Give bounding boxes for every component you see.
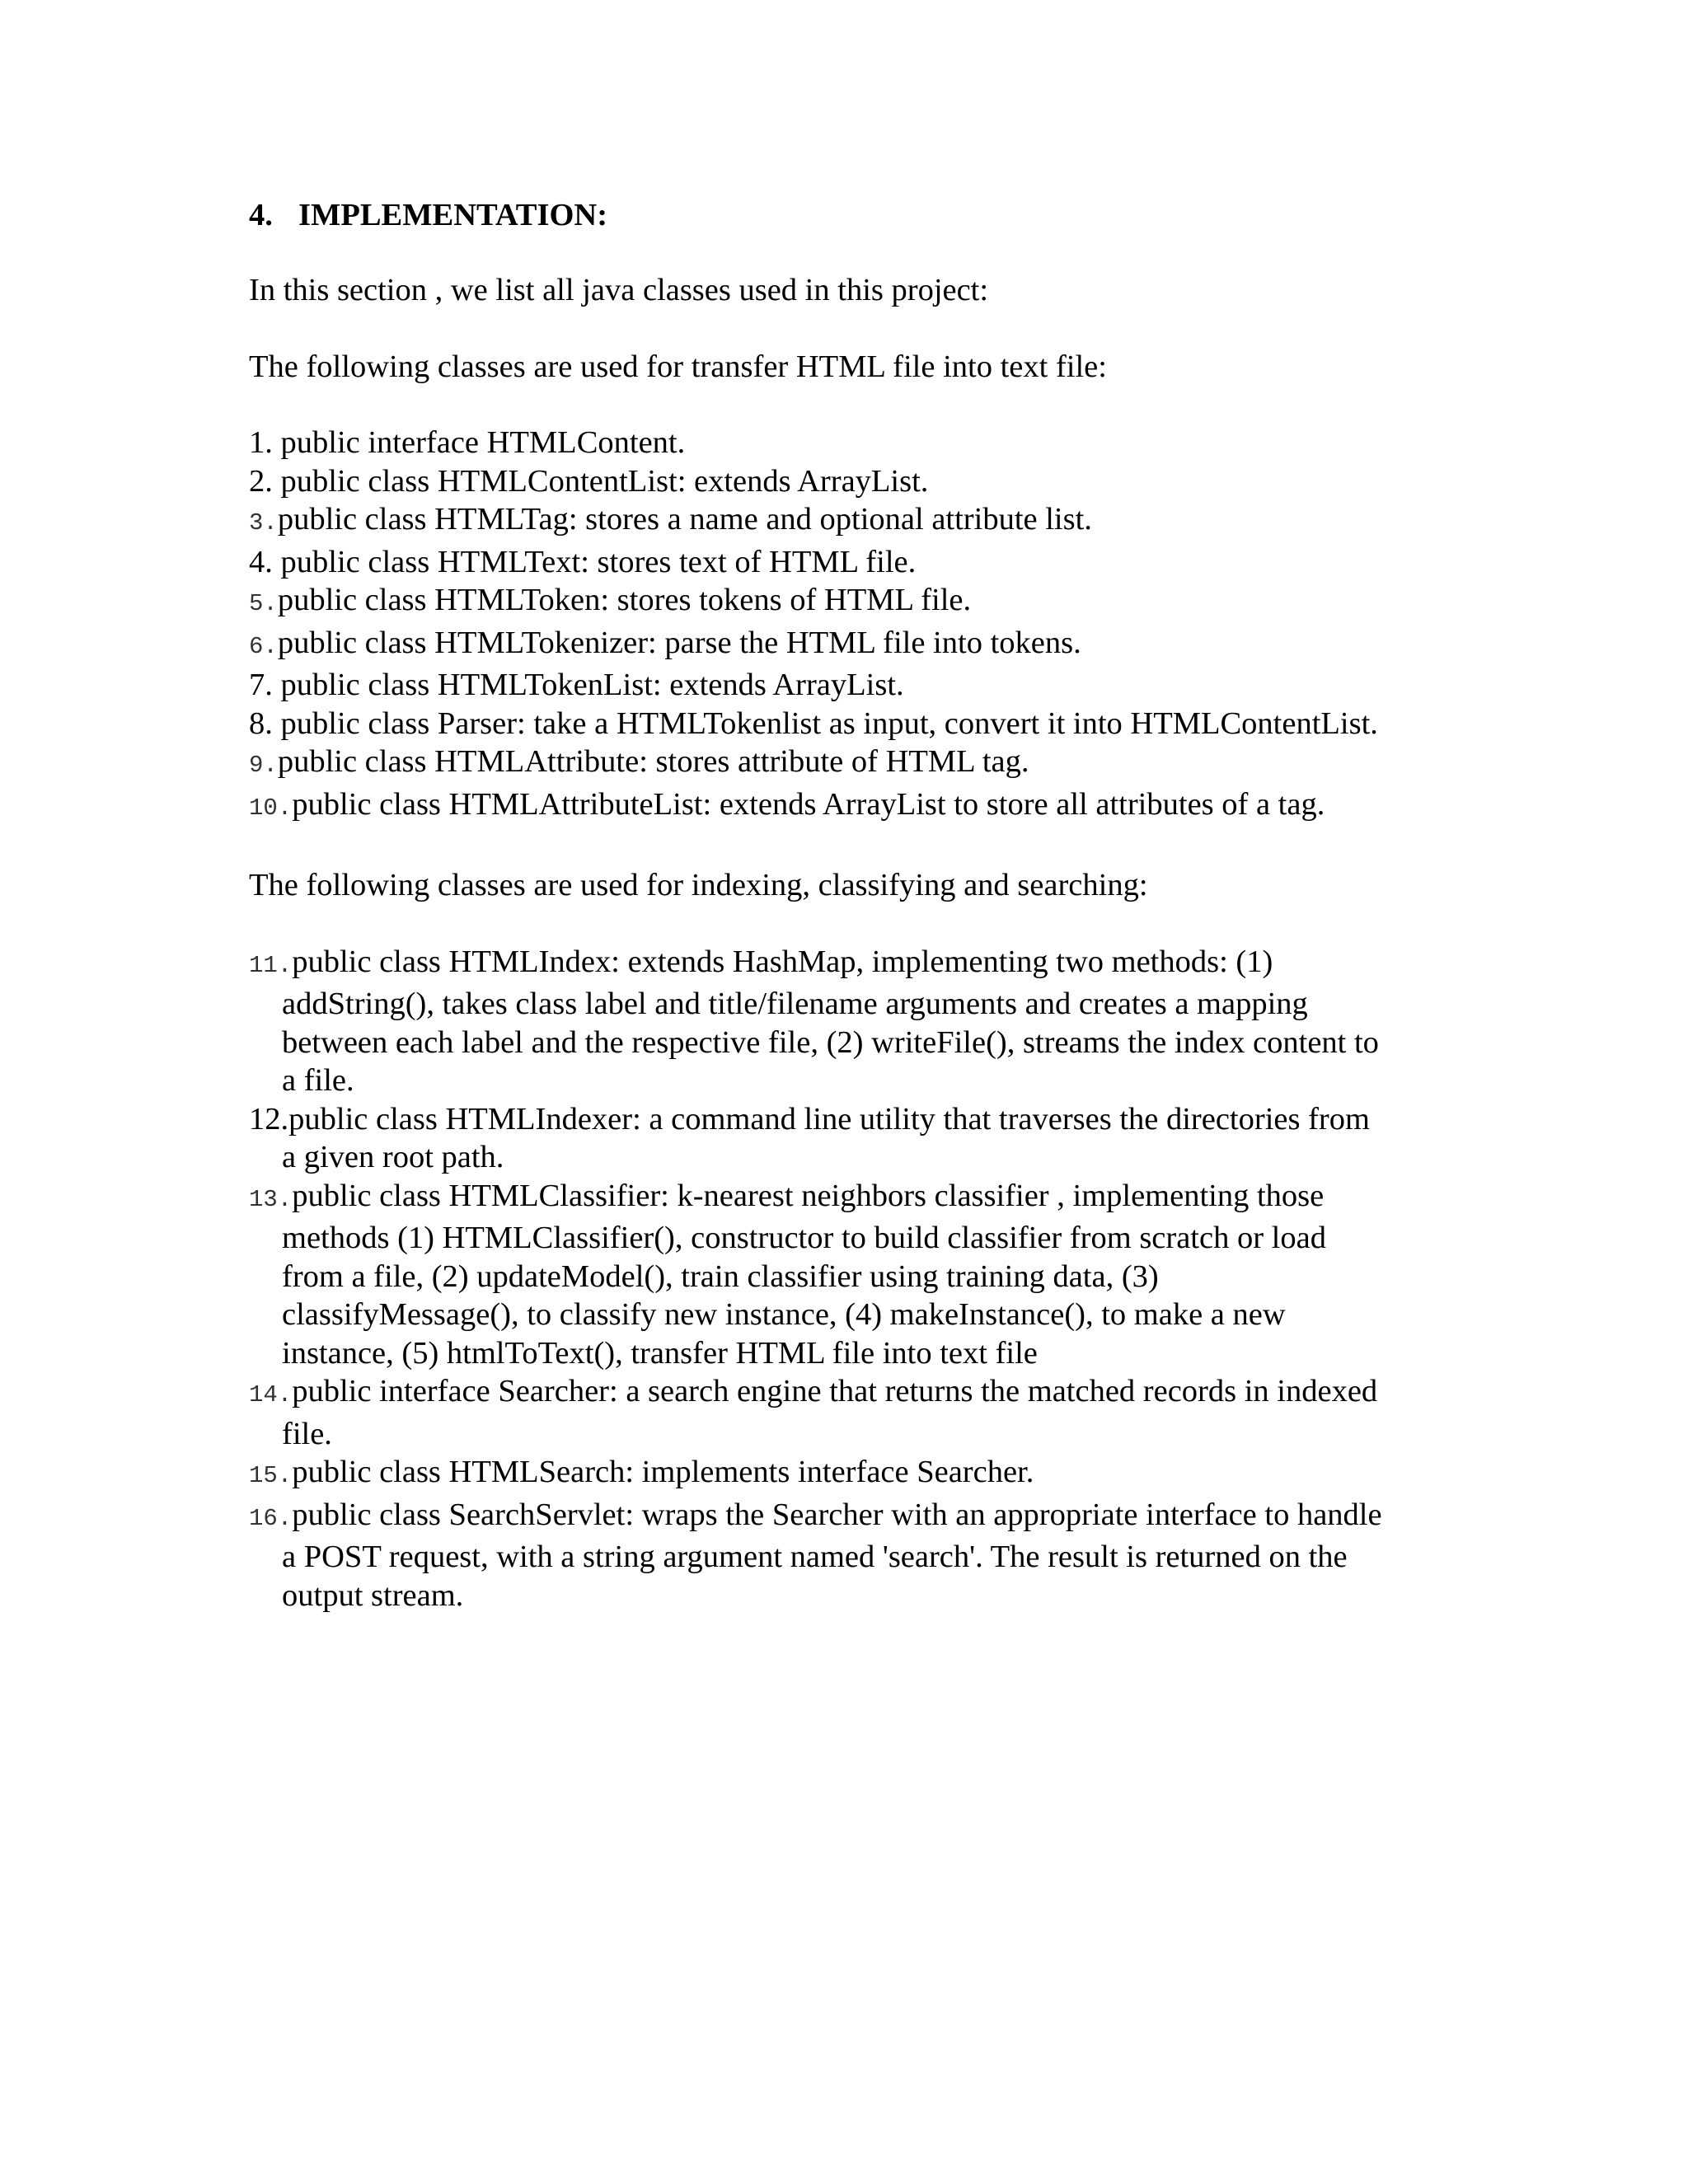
list-item xyxy=(249,1453,1461,1496)
list-item xyxy=(249,1496,1461,1615)
list-item-text: public class HTMLSearch: implements interface Searcher. xyxy=(292,1455,1034,1489)
list-item-first-line xyxy=(249,1177,1461,1220)
list-item-first-line xyxy=(249,1100,1461,1139)
list-item-text: public class HTMLContentList: extends ArrayList. xyxy=(280,463,929,499)
list-item-number: 8. xyxy=(249,705,281,741)
list-item-number: 2. xyxy=(249,463,281,499)
list-item xyxy=(249,624,1461,667)
list-item-text: a POST request, with a string argument named 'search'. The result is returned on the xyxy=(282,1540,1348,1574)
list-item xyxy=(249,500,1461,543)
list-item-text: between each label and the respective file, (2) writeFile(), streams the index content to xyxy=(282,1024,1379,1060)
list-item-text: output stream. xyxy=(282,1577,464,1613)
list-item xyxy=(249,1100,1461,1177)
list-item xyxy=(249,462,1461,501)
list-item-number: 5. xyxy=(249,590,278,617)
list-item-text: methods (1) HTMLClassifier(), constructor to build classifier from scratch or load xyxy=(282,1221,1326,1255)
list-item-continuation-line xyxy=(282,1415,1461,1454)
page-content xyxy=(249,196,1461,1615)
list-item-text: public class HTMLAttributeList: extends ArrayList to store all attributes of a tag. xyxy=(292,786,1325,822)
list-item-continuation-line xyxy=(282,1334,1461,1373)
list-item-number: 15. xyxy=(249,1462,293,1489)
list-item-text: a given root path. xyxy=(282,1140,504,1174)
section-number: 4. xyxy=(249,198,273,232)
list-item-first-line xyxy=(249,1453,1461,1496)
list-item-text: addString(), takes class label and title/filename arguments and creates a mapping xyxy=(282,987,1308,1021)
list-item-number: 7. xyxy=(249,668,281,702)
list-item-number: 9. xyxy=(249,752,278,779)
list-item-text: public class HTMLTag: stores a name and optional attribute list. xyxy=(277,502,1092,537)
list-item-text: public class HTMLText: stores text of HTML file. xyxy=(280,544,917,579)
list-item-number: 13. xyxy=(249,1185,293,1213)
list-item-text: a file. xyxy=(282,1063,354,1098)
list-item-text: from a file, (2) updateModel(), train classifier using training data, (3) xyxy=(282,1258,1159,1294)
list-item-text: instance, (5) htmlToText(), transfer HTML file into text file xyxy=(282,1335,1038,1371)
list-item-text: file. xyxy=(282,1416,332,1451)
list-item-text: public class HTMLAttribute: stores attribute of HTML tag. xyxy=(277,744,1029,779)
intro-paragraph: In this section , we list all java classes used in this project: xyxy=(249,273,989,307)
list-item-text: public class HTMLIndex: extends HashMap, implementing two methods: (1) xyxy=(292,944,1273,979)
list-item xyxy=(249,424,1461,462)
list-item-number: 1. xyxy=(249,425,281,460)
list-item-number: 10. xyxy=(249,794,293,822)
list-item xyxy=(249,743,1461,785)
list-item xyxy=(249,666,1461,705)
list-item-continuation-line xyxy=(282,1258,1461,1296)
list-item-first-line xyxy=(249,1372,1461,1415)
list-item-text: public class HTMLToken: stores tokens of HTML file. xyxy=(277,583,972,617)
list-item xyxy=(249,943,1461,1100)
list-item-number: 12. xyxy=(249,1101,289,1137)
list-item xyxy=(249,581,1461,624)
list-item-text: public class HTMLTokenizer: parse the HTML file into tokens. xyxy=(277,625,1081,660)
list-item-continuation-line xyxy=(282,1024,1461,1062)
list-item-text: public class SearchServlet: wraps the Searcher with an appropriate interface to handle xyxy=(292,1497,1382,1532)
section-heading xyxy=(249,196,1461,234)
html-conversion-class-list xyxy=(249,424,1461,827)
list-item-continuation-line xyxy=(282,1538,1461,1577)
group1-lead: The following classes are used for transfer HTML file into text file: xyxy=(249,349,1107,384)
list-item-continuation-line xyxy=(282,1296,1461,1334)
list-item xyxy=(249,1177,1461,1373)
list-item-text: classifyMessage(), to classify new instance, (4) makeInstance(), to make a new xyxy=(282,1297,1286,1332)
list-item-text: public interface HTMLContent. xyxy=(280,425,686,460)
list-item-number: 14. xyxy=(249,1381,293,1408)
list-item-continuation-line xyxy=(282,985,1461,1024)
list-item-number: 4. xyxy=(249,544,281,579)
list-item-number: 6. xyxy=(249,632,278,660)
list-item xyxy=(249,705,1461,743)
list-item xyxy=(249,785,1461,828)
list-item xyxy=(249,543,1461,582)
section-title: IMPLEMENTATION: xyxy=(298,198,608,232)
list-item xyxy=(249,1372,1461,1453)
list-item-text: public class HTMLClassifier: k-nearest neighbors classifier , implementing those xyxy=(292,1178,1325,1213)
list-item-continuation-line xyxy=(282,1062,1461,1100)
list-item-text: public interface Searcher: a search engine that returns the matched records in indexed xyxy=(292,1374,1378,1408)
list-item-number: 16. xyxy=(249,1504,293,1532)
list-item-continuation-line xyxy=(282,1138,1461,1177)
list-item-continuation-line xyxy=(282,1219,1461,1258)
list-item-first-line xyxy=(249,1496,1461,1539)
list-item-number: 3. xyxy=(249,509,278,537)
list-item-first-line xyxy=(249,943,1461,986)
indexing-class-list xyxy=(249,943,1461,1615)
list-item-text: public class HTMLIndexer: a command line utility that traverses the directories from xyxy=(288,1101,1370,1137)
list-item-text: public class HTMLTokenList: extends ArrayList. xyxy=(280,668,904,702)
list-item-continuation-line xyxy=(282,1577,1461,1615)
list-item-number: 11. xyxy=(249,951,293,979)
list-item-text: public class Parser: take a HTMLTokenlist as input, convert it into HTMLContentList. xyxy=(280,705,1378,741)
group2-lead: The following classes are used for indexing, classifying and searching: xyxy=(249,868,1148,902)
